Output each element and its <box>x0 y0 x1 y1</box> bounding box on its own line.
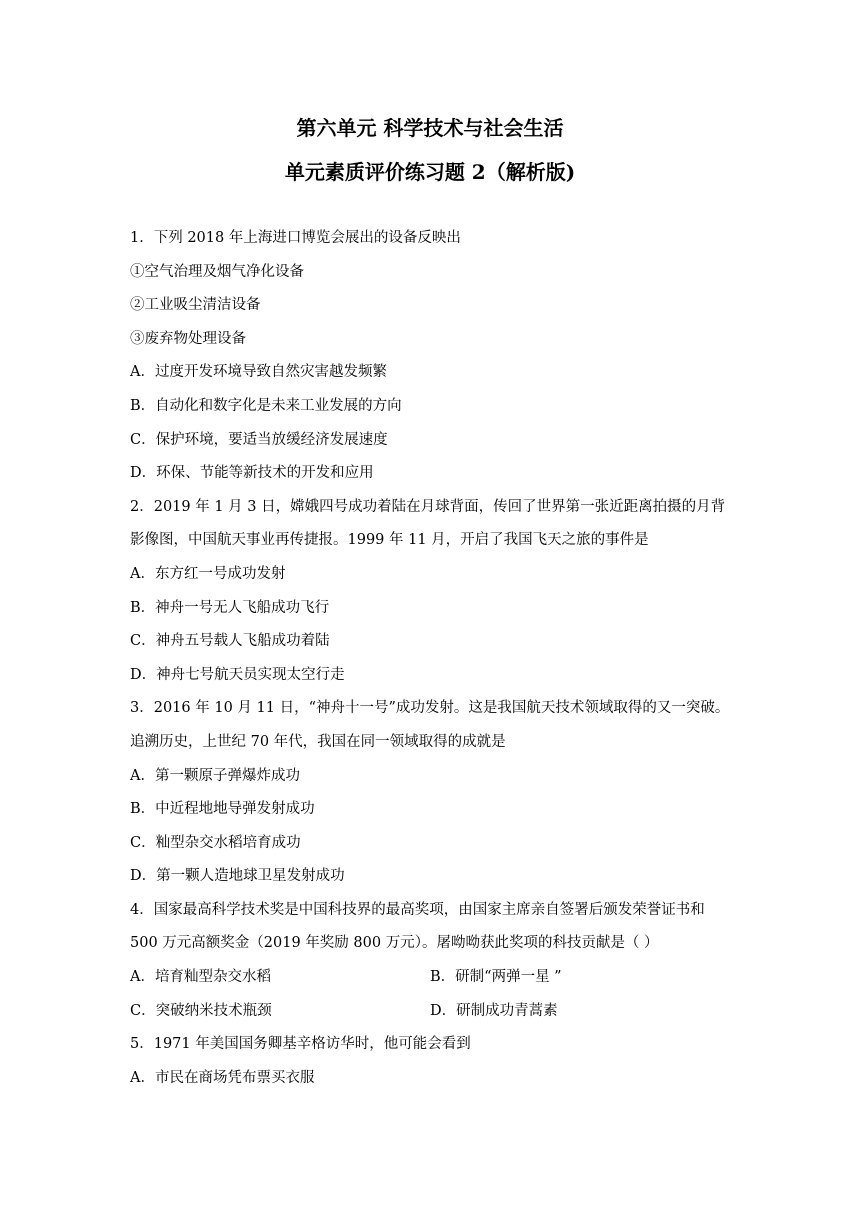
question-5-stem: 5．1971 年美国国务卿基辛格访华时，他可能会看到 <box>130 1036 471 1053</box>
question-4-options-row-2 <box>130 995 730 1029</box>
question-2 <box>130 491 730 693</box>
question-1-option-b: B．自动化和数字化是未来工业发展的方向 <box>130 397 402 414</box>
question-list <box>130 222 730 1095</box>
question-1-stem: 1．下列 2018 年上海进口博览会展出的设备反映出 <box>130 230 461 246</box>
question-1-option-d: D．环保、节能等新技术的开发和应用 <box>130 465 374 482</box>
question-1-item-3: ③废弃物处理设备 <box>130 330 246 347</box>
question-3-stem-line-2: 追溯历史，上世纪 70 年代，我国在同一领域取得的成就是 <box>130 733 506 750</box>
question-5 <box>130 1028 730 1095</box>
question-2-stem-line-1: 2．2019 年 1 月 3 日，嫦娥四号成功着陆在月球背面，传回了世界第一张近距离拍摄的月背 <box>130 498 726 515</box>
question-3-stem-line-1: 3．2016 年 10 月 11 日，“神舟十一号”成功发射。这是我国航天技术领域取得的又一突破。 <box>130 700 730 717</box>
question-1-option-a: A．过度开发环境导致自然灾害越发频繁 <box>130 364 387 381</box>
question-3-option-b: B．中近程地地导弹发射成功 <box>130 801 315 818</box>
question-3-option-c: C．籼型杂交水稻培育成功 <box>130 834 301 851</box>
question-4-option-a: A．培育籼型杂交水稻 <box>130 969 271 986</box>
question-1-option-c: C．保护环境，要适当放缓经济发展速度 <box>130 431 388 448</box>
question-4-stem-line-2: 500 万元高额奖金（2019 年奖励 800 万元）。屠呦呦获此奖项的科技贡献是（ ） <box>130 935 659 952</box>
question-4-stem-line-1: 4．国家最高科学技术奖是中国科技界的最高奖项，由国家主席亲自签署后颁发荣誉证书和 <box>130 901 705 918</box>
question-1-item-2: ②工业吸尘清洁设备 <box>130 297 261 314</box>
question-3-option-d: D．第一颗人造地球卫星发射成功 <box>130 868 345 885</box>
question-4-options-row-1 <box>130 961 730 995</box>
question-2-option-d: D．神舟七号航天员实现太空行走 <box>130 666 345 683</box>
question-1-item-1: ①空气治理及烟气净化设备 <box>130 263 304 280</box>
question-2-option-c: C．神舟五号载人飞船成功着陆 <box>130 633 330 650</box>
document-subtitle: 单元素质评价练习题 2（解析版) <box>284 160 576 184</box>
question-2-option-a: A．东方红一号成功发射 <box>130 565 286 582</box>
question-2-stem-line-2: 影像图，中国航天事业再传捷报。1999 年 11 月，开启了我国飞天之旅的事件是 <box>130 532 649 549</box>
question-4-option-b: B．研制“两弹一星 ” <box>430 969 562 986</box>
question-5-option-a: A．市民在商场凭布票买衣服 <box>130 1069 315 1086</box>
document-title: 第六单元 科学技术与社会生活 <box>296 116 564 140</box>
question-1 <box>130 222 730 491</box>
question-4-option-d: D．研制成功青蒿素 <box>430 1002 558 1019</box>
question-4 <box>130 894 730 1028</box>
question-3-option-a: A．第一颗原子弹爆炸成功 <box>130 767 300 784</box>
question-4-option-c: C．突破纳米技术瓶颈 <box>130 1002 272 1019</box>
question-2-option-b: B．神舟一号无人飞船成功飞行 <box>130 599 330 616</box>
question-3 <box>130 692 730 894</box>
